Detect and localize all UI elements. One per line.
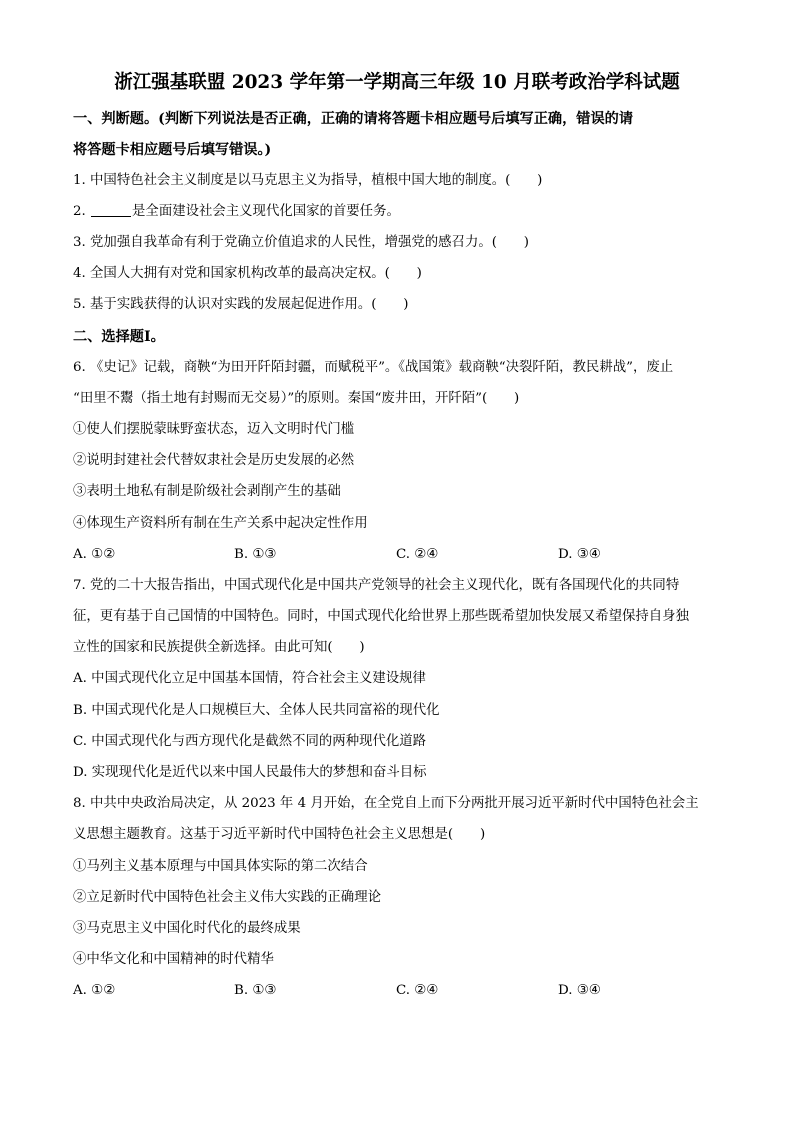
judge-item-4: 4. 全国人大拥有对党和国家机构改革的最高决定权。( ) bbox=[73, 266, 422, 281]
judge-item-2-text: 是全面建设社会主义现代化国家的首要任务。 bbox=[132, 204, 400, 219]
q7-stem-line3: 立性的国家和民族提供全新选择。由此可知( ) bbox=[73, 640, 365, 655]
section1-heading-cont: 将答题卡相应题号后填写错误。) bbox=[73, 142, 272, 158]
q8-option-d: D. ③④ bbox=[558, 983, 601, 998]
q7-stem-line1: 7. 党的二十大报告指出，中国式现代化是中国共产党领导的社会主义现代化，既有各国现代化的共同特 bbox=[73, 578, 680, 593]
q6-statement-4: ④体现生产资料所有制在生产关系中起决定性作用 bbox=[73, 516, 368, 531]
q8-statement-4: ④中华文化和中国精神的时代精华 bbox=[73, 952, 274, 967]
judge-item-1: 1. 中国特色社会主义制度是以马克思主义为指导，植根中国大地的制度。( ) bbox=[73, 173, 543, 188]
q6-stem-line1: 6. 《史记》记载，商鞅“为田开阡陌封疆，而赋税平”。《战国策》载商鞅“决裂阡陌，教民耕战”，废止 bbox=[73, 360, 674, 375]
q7-stem-line2: 征，更有基于自己国情的中国特色。同时，中国式现代化给世界上那些既希望加快发展又希望保持自身独 bbox=[73, 609, 689, 624]
q8-option-c: C. ②④ bbox=[396, 983, 439, 998]
q6-option-c: C. ②④ bbox=[396, 547, 439, 562]
q8-statement-2: ②立足新时代中国特色社会主义伟大实践的正确理论 bbox=[73, 890, 381, 905]
q6-option-a: A. ①② bbox=[73, 547, 116, 562]
q6-statement-3: ③表明土地私有制是阶级社会剥削产生的基础 bbox=[73, 484, 341, 499]
judge-item-2 bbox=[73, 202, 400, 222]
q6-stem-line2: “田里不鬻（指土地有封赐而无交易）”的原则。秦国“废井田，开阡陌”( ) bbox=[73, 391, 520, 406]
q6-option-d: D. ③④ bbox=[558, 547, 601, 562]
q7-option-a: A. 中国式现代化立足中国基本国情，符合社会主义建设规律 bbox=[73, 671, 426, 686]
fill-blank bbox=[91, 202, 131, 217]
q6-option-b: B. ①③ bbox=[234, 547, 277, 562]
section1-heading: 一、判断题。(判断下列说法是否正确，正确的请将答题卡相应题号后填写正确，错误的请 bbox=[73, 111, 634, 127]
page-title: 浙江强基联盟 2023 学年第一学期高三年级 10 月联考政治学科试题 bbox=[114, 72, 680, 93]
q8-option-b: B. ①③ bbox=[234, 983, 277, 998]
q7-option-d: D. 实现现代化是近代以来中国人民最伟大的梦想和奋斗目标 bbox=[73, 765, 427, 780]
q8-option-a: A. ①② bbox=[73, 983, 116, 998]
section2-heading: 二、选择题Ⅰ。 bbox=[73, 329, 165, 345]
q8-stem-line2: 义思想主题教育。这基于习近平新时代中国特色社会主义思想是( ) bbox=[73, 827, 486, 842]
judge-item-2-prefix: 2. bbox=[73, 204, 91, 219]
q6-statement-1: ①使人们摆脱蒙昧野蛮状态，迈入文明时代门槛 bbox=[73, 422, 355, 437]
judge-item-3: 3. 党加强自我革命有利于党确立价值追求的人民性，增强党的感召力。( ) bbox=[73, 235, 529, 250]
q8-statement-3: ③马克思主义中国化时代化的最终成果 bbox=[73, 921, 301, 936]
q7-option-b: B. 中国式现代化是人口规模巨大、全体人民共同富裕的现代化 bbox=[73, 703, 440, 718]
q8-stem-line1: 8. 中共中央政治局决定，从 2023 年 4 月开始，在全党自上而下分两批开展习近平新时代中国特色社会主 bbox=[73, 796, 699, 811]
q8-statement-1: ①马列主义基本原理与中国具体实际的第二次结合 bbox=[73, 859, 368, 874]
q6-statement-2: ②说明封建社会代替奴隶社会是历史发展的必然 bbox=[73, 453, 355, 468]
judge-item-5: 5. 基于实践获得的认识对实践的发展起促进作用。( ) bbox=[73, 297, 409, 312]
q7-option-c: C. 中国式现代化与西方现代化是截然不同的两种现代化道路 bbox=[73, 734, 427, 749]
